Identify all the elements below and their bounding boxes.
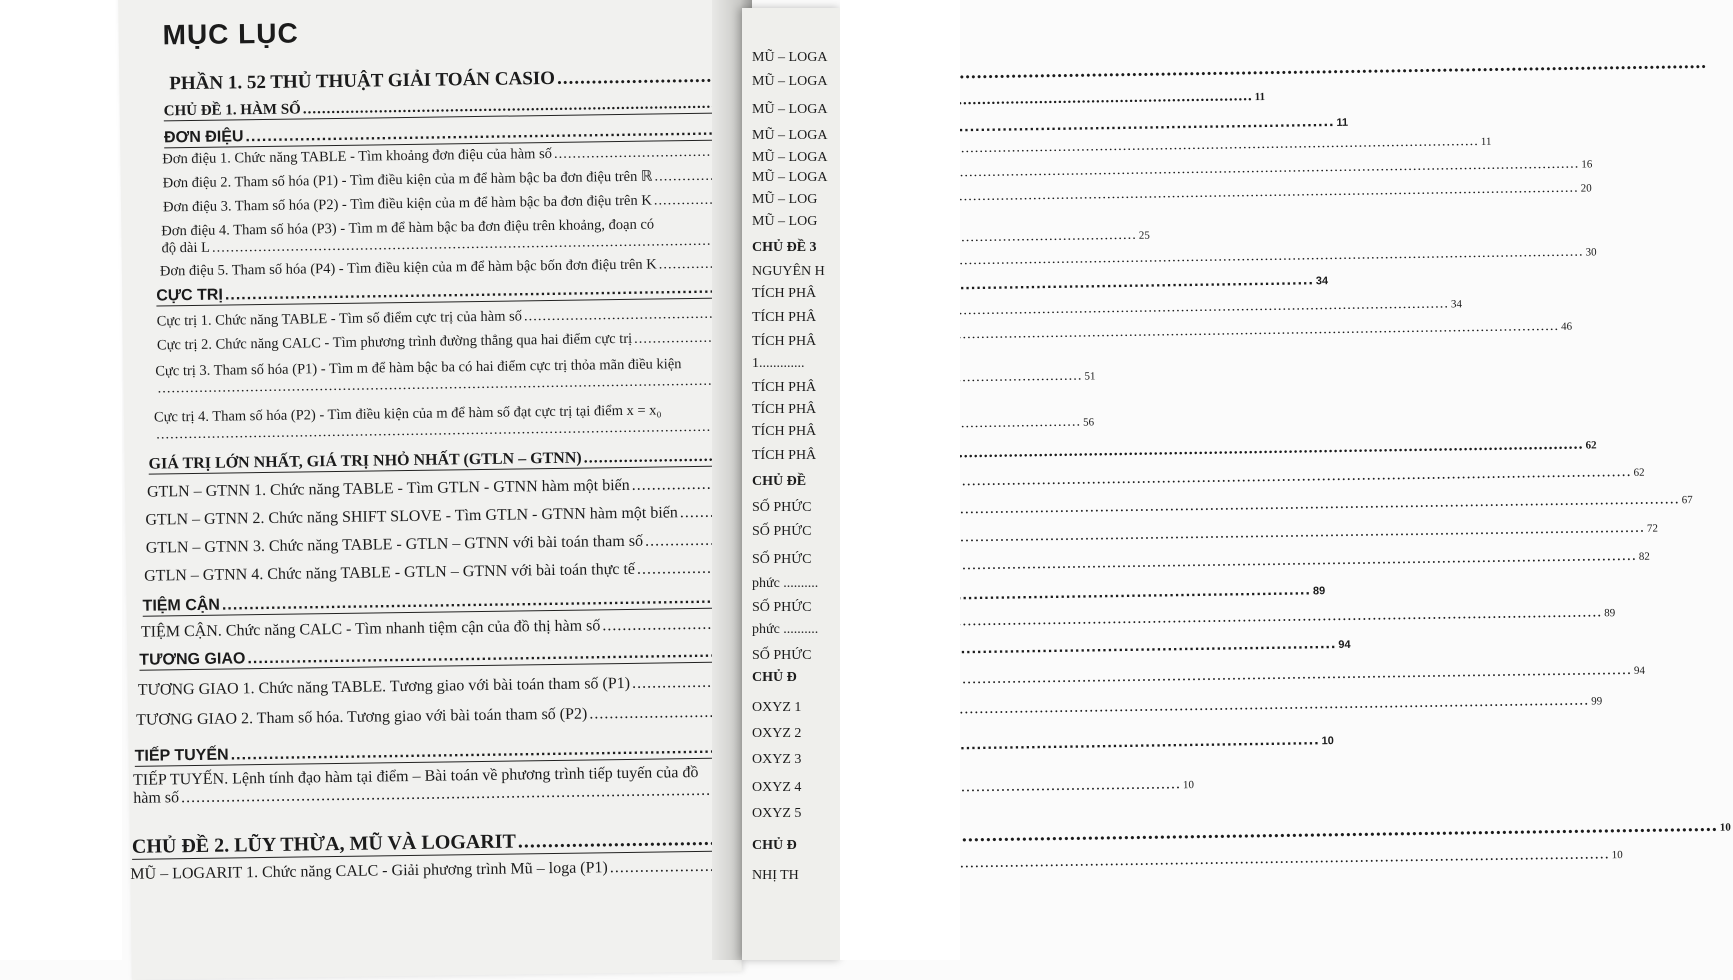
toc-page-number: 99 bbox=[1591, 695, 1603, 708]
toc-entry-continuation: hàm số bbox=[133, 789, 180, 807]
toc-entry-title: TƯƠNG GIAO bbox=[139, 650, 246, 669]
toc-entry-title: TƯƠNG GIAO 2. Tham số hóa. Tương giao với bài toán tham số (P2) bbox=[136, 705, 588, 729]
right-margin bbox=[840, 0, 960, 960]
toc-page-number: 72 bbox=[1646, 522, 1659, 535]
next-page-fragment: SỐ PHỨC bbox=[752, 524, 812, 539]
next-page-fragment: OXYZ 2 bbox=[752, 726, 802, 741]
next-page-fragment: MŨ – LOGA bbox=[752, 150, 828, 165]
next-page-fragment: SỐ PHỨC bbox=[752, 648, 812, 663]
toc-entry-title: Cực trị 2. Chức năng CALC - Tìm phương trình đường thẳng qua hai điểm cực trị bbox=[156, 330, 633, 354]
toc-page-number: 67 bbox=[1681, 494, 1693, 507]
toc-page-number: 89 bbox=[1312, 585, 1326, 598]
toc-entry-title: ĐƠN ĐIỆU bbox=[163, 128, 244, 147]
left-margin bbox=[0, 0, 122, 960]
toc-page-number: 46 bbox=[1560, 320, 1573, 333]
next-page-fragment: TÍCH PHÂ bbox=[752, 310, 817, 325]
toc-page-number: 56 bbox=[1083, 416, 1095, 429]
toc-entry-title: Đơn điệu 1. Chức năng TABLE - Tìm khoảng đơn điệu của hàm số bbox=[162, 145, 553, 168]
toc-page-number: 11 bbox=[1336, 116, 1349, 129]
next-page-fragment: SỐ PHỨC bbox=[752, 552, 812, 567]
next-page-fragment: MŨ – LOGA bbox=[752, 50, 828, 65]
toc-page-number: 16 bbox=[1581, 158, 1593, 171]
next-page-fragment: TÍCH PHÂ bbox=[752, 380, 817, 395]
next-page-fragment: MŨ – LOGA bbox=[752, 74, 828, 89]
toc-page-number: 10 bbox=[1719, 821, 1731, 834]
next-page-fragment: OXYZ 3 bbox=[752, 752, 802, 767]
next-page-fragment: MŨ – LOGA bbox=[752, 102, 828, 117]
toc-entry-title: Cực trị 4. Tham số hóa (P2) - Tìm điều kiện của m để hàm số đạt cực trị tại điểm x = x₀ bbox=[153, 402, 662, 426]
toc-entry-continuation: độ dài L bbox=[161, 239, 211, 257]
next-page-fragment: MŨ – LOG bbox=[752, 214, 818, 229]
toc-entry-title: TIẾP TUYẾN. Lệnh tính đạo hàm tại điểm – Bài toán về phương trình tiếp tuyến của đồ bbox=[132, 763, 699, 789]
next-page-fragment: MŨ – LOGA bbox=[752, 170, 828, 185]
next-page-fragment: CHỦ ĐỀ bbox=[752, 474, 807, 489]
next-page-fragment: SỐ PHỨC bbox=[752, 500, 812, 515]
next-page-fragment: CHỦ Đ bbox=[752, 838, 797, 853]
toc-entry-title: Cực trị 1. Chức năng TABLE - Tìm số điểm cực trị của hàm số bbox=[156, 308, 523, 330]
toc-entry-title: CỰC TRỊ bbox=[156, 286, 223, 305]
toc-entry-title: TƯƠNG GIAO 1. Chức năng TABLE. Tương giao với bài toán tham số (P1) bbox=[137, 674, 631, 699]
toc-page-number: 51 bbox=[1084, 370, 1096, 383]
toc-page-number: 11 bbox=[1254, 90, 1266, 104]
toc-page-number: 89 bbox=[1604, 607, 1616, 620]
next-page-fragment: TÍCH PHÂ bbox=[752, 448, 817, 463]
toc-page-number: 20 bbox=[1580, 182, 1592, 195]
toc-page-number: 11 bbox=[1480, 135, 1492, 148]
toc-entry-title: Đơn điệu 3. Tham số hóa (P2) - Tìm điều kiện của m để hàm bậc ba đơn điệu trên K bbox=[162, 192, 652, 216]
toc-entry-title: TIẾP TUYẾN bbox=[134, 746, 229, 765]
next-page-fragment: NHỊ TH bbox=[752, 868, 799, 883]
toc-page-number: 30 bbox=[1585, 246, 1597, 259]
toc-page-number: 34 bbox=[1315, 275, 1329, 288]
toc-entry-title: GIÁ TRỊ LỚN NHẤT, GIÁ TRỊ NHỎ NHẤT (GTLN – GTNN) bbox=[148, 449, 582, 473]
next-page-fragment: CHỦ Đ bbox=[752, 670, 797, 685]
next-page-fragment: TÍCH PHÂ bbox=[752, 286, 817, 301]
toc-page-number: 94 bbox=[1338, 638, 1351, 652]
toc-page-number: 10 bbox=[1182, 779, 1195, 792]
toc-entry-title: Cực trị 3. Tham số hóa (P1) - Tìm m để hàm bậc ba có hai điểm cực trị thỏa mãn điều kiện bbox=[155, 356, 682, 380]
next-page-fragment: phức .......... bbox=[752, 622, 819, 637]
toc-page-number: 25 bbox=[1138, 229, 1150, 242]
next-page-fragment: MŨ – LOG bbox=[752, 192, 818, 207]
toc-entry-title: GTLN – GTNN 2. Chức năng SHIFT SLOVE - Tìm GTLN - GTNN hàm một biến bbox=[145, 504, 678, 529]
next-page-fragment: TÍCH PHÂ bbox=[752, 402, 817, 417]
next-page-fragment: TÍCH PHÂ bbox=[752, 424, 817, 439]
toc-entry-title: CHỦ ĐỀ 2. LŨY THỪA, MŨ VÀ LOGARIT bbox=[131, 830, 517, 858]
next-page bbox=[742, 8, 842, 960]
toc-entry-title: Đơn điệu 4. Tham số hóa (P3) - Tìm m để hàm bậc ba đơn điệu trên khoảng, đoạn có bbox=[161, 216, 655, 240]
toc-page-number: 34 bbox=[1450, 298, 1462, 311]
toc-page-number: 62 bbox=[1585, 439, 1597, 452]
toc-entry-title: CHỦ ĐỀ 1. HÀM SỐ bbox=[163, 101, 301, 120]
toc-entry-title: Đơn điệu 5. Tham số hóa (P4) - Tìm điều kiện của m để hàm bậc bốn đơn điệu trên K bbox=[159, 256, 657, 280]
toc-entry-title: GTLN – GTNN 4. Chức năng TABLE - GTLN – GTNN với bài toán thực tế bbox=[144, 560, 636, 585]
next-page-fragment: SỐ PHỨC bbox=[752, 600, 812, 615]
toc-entry-title: MŨ – LOGARIT 1. Chức năng CALC - Giải phương trình Mũ – loga (P1) bbox=[130, 859, 608, 883]
toc-entry-title: Đơn điệu 2. Tham số hóa (P1) - Tìm điều kiện của m để hàm bậc ba đơn điệu trên ℝ bbox=[162, 168, 653, 192]
toc-page-number: 62 bbox=[1633, 466, 1645, 479]
toc-entry-title: GTLN – GTNN 3. Chức năng TABLE - GTLN – GTNN với bài toán tham số bbox=[145, 532, 644, 557]
toc-page-number: 82 bbox=[1638, 550, 1650, 563]
next-page-fragment: OXYZ 1 bbox=[752, 700, 802, 715]
toc-page-number: 94 bbox=[1633, 664, 1646, 677]
toc-page-number: 10 bbox=[1611, 849, 1623, 862]
next-page-fragment: CHỦ ĐỀ 3 bbox=[752, 240, 817, 255]
toc-entry-title: PHẦN 1. 52 THỦ THUẬT GIẢI TOÁN CASIO bbox=[169, 67, 556, 95]
toc-entry-title: TIỆM CẬN bbox=[142, 596, 221, 615]
next-page-fragment: TÍCH PHÂ bbox=[752, 334, 817, 349]
toc-page-number: 10 bbox=[1321, 735, 1334, 748]
next-page-fragment: NGUYÊN H bbox=[752, 264, 825, 279]
next-page-fragment: 1............. bbox=[752, 356, 805, 371]
next-page-fragment: OXYZ 5 bbox=[752, 806, 802, 821]
toc-entry-title: GTLN – GTNN 1. Chức năng TABLE - Tìm GTLN - GTNN hàm một biến bbox=[146, 476, 630, 501]
next-page-fragment: MŨ – LOGA bbox=[752, 128, 828, 143]
toc-entry bbox=[169, 66, 709, 96]
page-title: MỤC LỤC bbox=[162, 17, 299, 51]
next-page-fragment: OXYZ 4 bbox=[752, 780, 802, 795]
next-page-fragment: phức .......... bbox=[752, 576, 819, 591]
toc-entry bbox=[131, 821, 1731, 860]
toc-entry-title: TIỆM CẬN. Chức năng CALC - Tìm nhanh tiệm cận của đồ thị hàm số bbox=[140, 617, 601, 641]
